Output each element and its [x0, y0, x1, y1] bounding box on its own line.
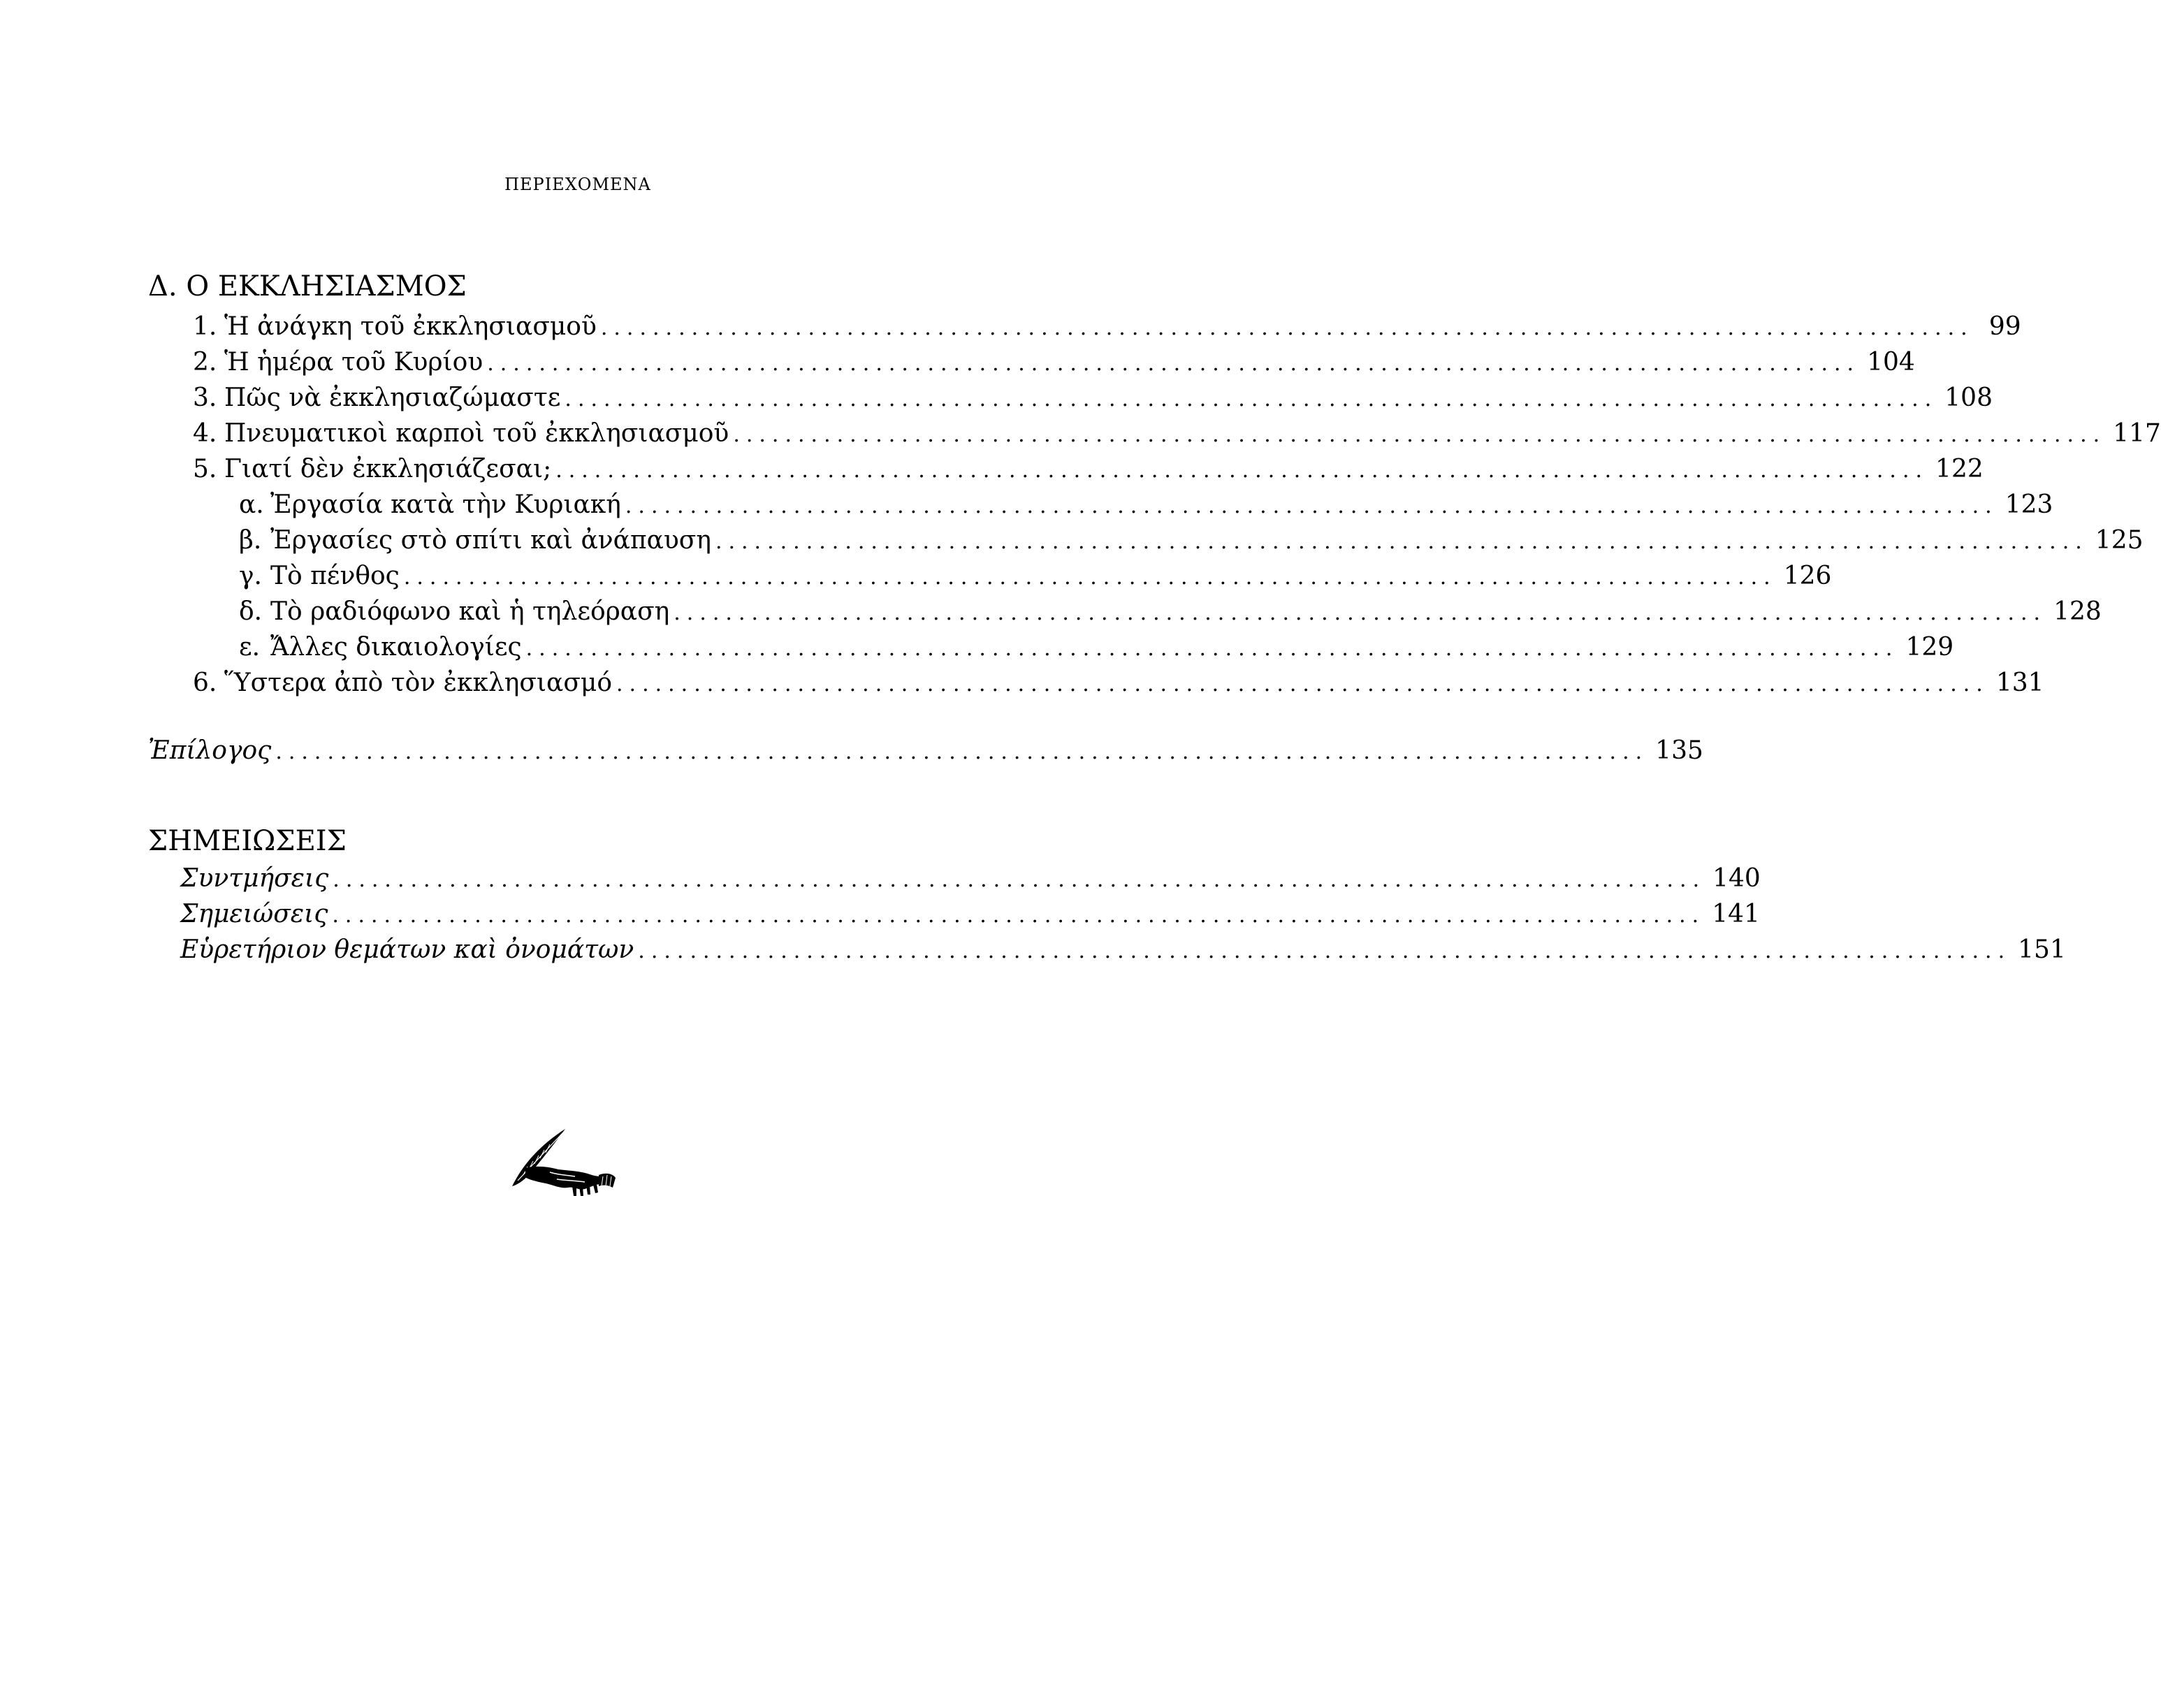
toc-entry-label: Ἡ ἀνάγκη τοῦ ἐκκλησιασμοῦ: [224, 312, 597, 341]
toc-entry-label: Ἄλλες δικαιολογίες: [270, 633, 522, 662]
toc-entry-label: Ἡ ἡμέρα τοῦ Κυρίου: [224, 348, 483, 377]
toc-entry-number: 4.: [193, 419, 217, 448]
toc-entry[interactable]: [193, 668, 2044, 699]
toc-subentry[interactable]: [239, 490, 2053, 520]
toc-entry-epilogue[interactable]: [148, 736, 1703, 766]
toc-entry-page: 117: [2113, 419, 2161, 448]
toc-entry-label: Γιατί δὲν ἐκκλησιάζεσαι;: [224, 455, 552, 483]
toc-entry-label: Πνευματικοὶ καρποὶ τοῦ ἐκκλησιασμοῦ: [224, 419, 729, 448]
dot-leader: ..........................................................................................................: [733, 423, 2107, 447]
toc-entry-label: Τὸ ραδιόφωνο καὶ ἡ τηλεόραση: [270, 597, 670, 626]
dot-leader: ..........................................................................................................: [600, 316, 1974, 340]
dot-leader: ..........................................................................................................: [275, 740, 1649, 764]
toc-entry-page: 141: [1712, 900, 1760, 928]
toc-entry-number: α.: [239, 490, 264, 519]
toc-entry-page: 104: [1867, 348, 1915, 377]
toc-entry-page: 140: [1712, 864, 1761, 893]
toc-entry-label: Σημειώσεις: [180, 900, 328, 928]
toc-entry-number: 2.: [193, 348, 217, 377]
dot-leader: ..........................................................................................................: [565, 387, 1938, 411]
toc-entry-number: ε.: [239, 633, 261, 662]
toc-entry[interactable]: [180, 935, 2066, 965]
toc-entry-number: 1.: [193, 312, 217, 341]
toc-subentry[interactable]: [239, 561, 1832, 592]
toc-entry-number: 3.: [193, 384, 217, 412]
toc-entry-page: 123: [2004, 490, 2053, 519]
toc-entry-number: δ.: [239, 597, 263, 626]
running-head: ΠΕΡΙΕΧΟΜΕΝΑ: [504, 175, 651, 194]
toc-entry[interactable]: [193, 454, 1984, 485]
toc-entry-label: Πῶς νὰ ἐκκλησιαζώμαστε: [224, 384, 561, 412]
dot-leader: ..........................................................................................................: [674, 601, 2047, 625]
toc-entry[interactable]: [193, 312, 2021, 342]
toc-entry[interactable]: [180, 863, 1761, 894]
dot-leader: ..........................................................................................................: [638, 939, 2011, 963]
toc-entry-label: Ἐργασίες στὸ σπίτι καὶ ἀνάπαυση: [270, 526, 711, 555]
toc-entry-page: 126: [1783, 562, 1832, 590]
toc-entry-number: 6.: [193, 669, 217, 697]
toc-entry-page: 99: [1988, 312, 2021, 341]
dot-leader: ..........................................................................................................: [333, 868, 1706, 892]
toc-entry-page: 122: [1935, 455, 1984, 483]
toc-entry-page: 128: [2053, 597, 2102, 626]
dot-leader: ..........................................................................................................: [525, 636, 1899, 661]
toc-entry[interactable]: [180, 899, 1760, 930]
toc-entry-page: 129: [1905, 633, 1954, 662]
quill-hand-icon: [508, 1126, 616, 1196]
dot-leader: ..........................................................................................................: [625, 494, 1998, 518]
toc-subentry[interactable]: [239, 632, 1954, 663]
dot-leader: ..........................................................................................................: [403, 565, 1777, 590]
toc-entry[interactable]: [193, 383, 1993, 414]
dot-leader: ..........................................................................................................: [487, 351, 1861, 376]
toc-entry-label: Τὸ πένθος: [270, 562, 400, 590]
toc-entry-label: Ἐργασία κατὰ τὴν Κυριακή: [270, 490, 621, 519]
toc-entry[interactable]: [193, 418, 2161, 449]
dot-leader: ..........................................................................................................: [715, 530, 2088, 554]
dot-leader: ..........................................................................................................: [616, 672, 1989, 696]
toc-subentry[interactable]: [239, 525, 2144, 556]
toc-entry-label: Ὕστερα ἀπὸ τὸν ἐκκλησιασμό: [224, 669, 612, 697]
toc-entry[interactable]: [193, 347, 1915, 378]
section-title-d: Δ. Ο ΕΚΚΛΗΣΙΑΣΜΟΣ: [148, 270, 467, 302]
toc-entry-label: Ἐπίλογος: [148, 736, 272, 765]
toc-entry-number: γ.: [239, 562, 262, 590]
dot-leader: ..........................................................................................................: [555, 458, 1929, 483]
toc-entry-page: 125: [2095, 526, 2144, 555]
toc-entry-number: β.: [239, 526, 262, 555]
dot-leader: ..........................................................................................................: [332, 903, 1705, 928]
toc-entry-page: 151: [2018, 935, 2066, 964]
toc-entry-label: Εὑρετήριον θεμάτων καὶ ὀνομάτων: [180, 935, 634, 964]
toc-entry-number: 5.: [193, 455, 217, 483]
toc-subentry[interactable]: [239, 597, 2102, 627]
section-title-notes: ΣΗΜΕΙΩΣΕΙΣ: [148, 825, 347, 857]
toc-entry-label: Συντμήσεις: [180, 864, 329, 893]
toc-entry-page: 131: [1995, 669, 2044, 697]
toc-entry-page: 108: [1944, 384, 1993, 412]
toc-entry-page: 135: [1655, 736, 1703, 765]
